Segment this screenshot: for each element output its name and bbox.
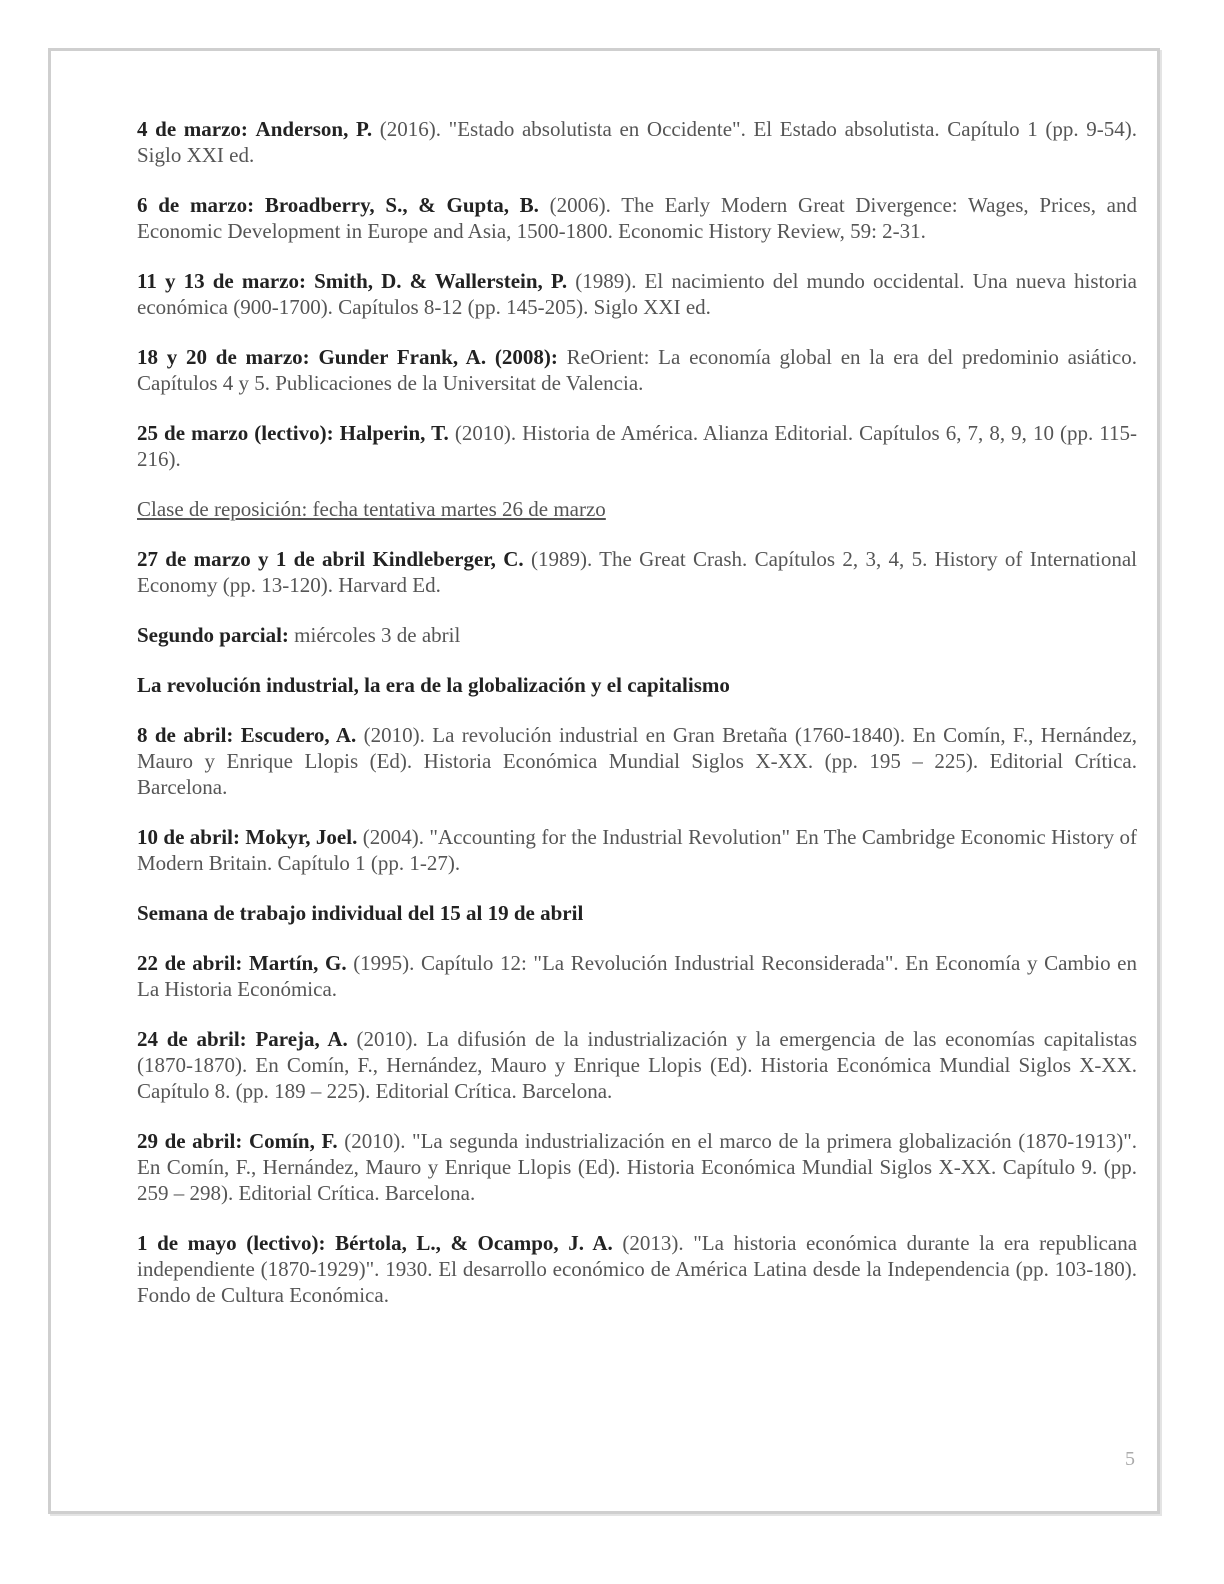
entry-date: 10 de abril: [137, 825, 240, 849]
entry-text: (2010). La difusión de la industrialización y la emergencia de las economías capitalistas (1870-1870). En Comín, F., Hernández, Mauro y Enrique Llopis (Ed). Historia Económica Mundial Siglos X-XX. Capítulo 8. (pp. 189 – 225). Editorial Crítica. Barcelona. [137, 1027, 1138, 1103]
entry-date: 27 de marzo y 1 de abril [137, 547, 366, 571]
entry-author: Pareja, A. [255, 1027, 348, 1051]
list-item [137, 1230, 1137, 1308]
entry-author: Kindleberger, C. [372, 547, 524, 571]
entry-date: 22 de abril: [137, 951, 243, 975]
entry-author: Bértola, L., & Ocampo, J. A. [335, 1231, 613, 1255]
entry-text: (1989). El nacimiento del mundo occidental. Una nueva historia económica (900-1700). Capítulos 8-12 (pp. 145-205). Siglo XXI ed. [137, 269, 1138, 319]
entry-date: 8 de abril: [137, 723, 234, 747]
reading-list [137, 116, 1137, 1332]
page-number: 5 [1125, 1448, 1135, 1470]
entry-text: (1995). Capítulo 12: "La Revolución Industrial Reconsiderada". En Economía y Cambio en La Historia Económica. [137, 951, 1137, 1001]
list-item [137, 722, 1137, 800]
work-week-heading: Semana de trabajo individual del 15 al 19 de abril [137, 901, 584, 925]
second-exam [137, 622, 1137, 648]
entry-text: (2004). "Accounting for the Industrial Revolution" En The Cambridge Economic History of Modern Britain. Capítulo 1 (pp. 1-27). [137, 825, 1137, 875]
makeup-class-note: Clase de reposición: fecha tentativa martes 26 de marzo [137, 497, 606, 521]
entry-text: (1989). The Great Crash. Capítulos 2, 3, 4, 5. History of International Economy (pp. 13-120). Harvard Ed. [137, 547, 1138, 597]
list-item [137, 824, 1137, 876]
entry-text: (2013). "La historia económica durante la era republicana independiente (1870-1929)". 1930. El desarrollo económico de América Latina desde la Independencia (pp. 103-180). Fondo de Cultura Económica. [137, 1231, 1138, 1307]
entry-date: 24 de abril: [137, 1027, 247, 1051]
entry-author: Smith, D. & Wallerstein, P. [314, 269, 568, 293]
entry-author: Comín, F. [248, 1129, 338, 1153]
list-item [137, 950, 1137, 1002]
list-item [137, 116, 1137, 168]
section-title: La revolución industrial, la era de la globalización y el capitalismo [137, 673, 730, 697]
entry-author: Anderson, P. [255, 117, 373, 141]
second-exam-label: Segundo parcial: [137, 623, 289, 647]
entry-author: Escudero, A. [240, 723, 357, 747]
list-item [137, 192, 1137, 244]
entry-author: Martín, G. [248, 951, 347, 975]
second-exam-date: miércoles 3 de abril [294, 623, 461, 647]
list-item [137, 1128, 1137, 1206]
entry-date: 6 de marzo: [137, 193, 255, 217]
document-page [48, 48, 1160, 1514]
list-item [137, 1026, 1137, 1104]
entry-text: (2010). Historia de América. Alianza Editorial. Capítulos 6, 7, 8, 9, 10 (pp. 115-216). [137, 421, 1138, 471]
entry-author: Gunder Frank, A. (2008): [318, 345, 558, 369]
entry-author: Broadberry, S., & Gupta, B. [264, 193, 539, 217]
entry-date: 29 de abril: [137, 1129, 243, 1153]
entry-date: 1 de mayo (lectivo): [137, 1231, 326, 1255]
list-item [137, 268, 1137, 320]
list-item [137, 546, 1137, 598]
list-item [137, 344, 1137, 396]
entry-date: 18 y 20 de marzo: [137, 345, 310, 369]
entry-date: 4 de marzo: [137, 117, 248, 141]
entry-date: 11 y 13 de marzo: [137, 269, 306, 293]
entry-text: ReOrient: La economía global en la era del predominio asiático. Capítulos 4 y 5. Publicaciones de la Universitat de Valencia. [137, 345, 1137, 395]
entry-text: (2010). "La segunda industrialización en el marco de la primera globalización (1870-1913)". En Comín, F., Hernández, Mauro y Enrique Llopis (Ed). Historia Económica Mundial Siglos X-XX. Capítulo 9. (pp. 259 – 298). Editorial Crítica. Barcelona. [137, 1129, 1138, 1205]
entry-author: Mokyr, Joel. [245, 825, 358, 849]
entry-text: (2016). "Estado absolutista en Occidente". El Estado absolutista. Capítulo 1 (pp. 9-54). Siglo XXI ed. [137, 117, 1137, 167]
entry-text: (2010). La revolución industrial en Gran Bretaña (1760-1840). En Comín, F., Hernández, Mauro y Enrique Llopis (Ed). Historia Económica Mundial Siglos X-XX. (pp. 195 – 225). Editorial Crítica. Barcelona. [137, 723, 1137, 799]
entry-date: 25 de marzo (lectivo): [137, 421, 334, 445]
entry-text: (2006). The Early Modern Great Divergence: Wages, Prices, and Economic Development in Europe and Asia, 1500-1800. Economic History Review, 59: 2-31. [137, 193, 1138, 243]
list-item [137, 420, 1137, 472]
entry-author: Halperin, T. [339, 421, 449, 445]
